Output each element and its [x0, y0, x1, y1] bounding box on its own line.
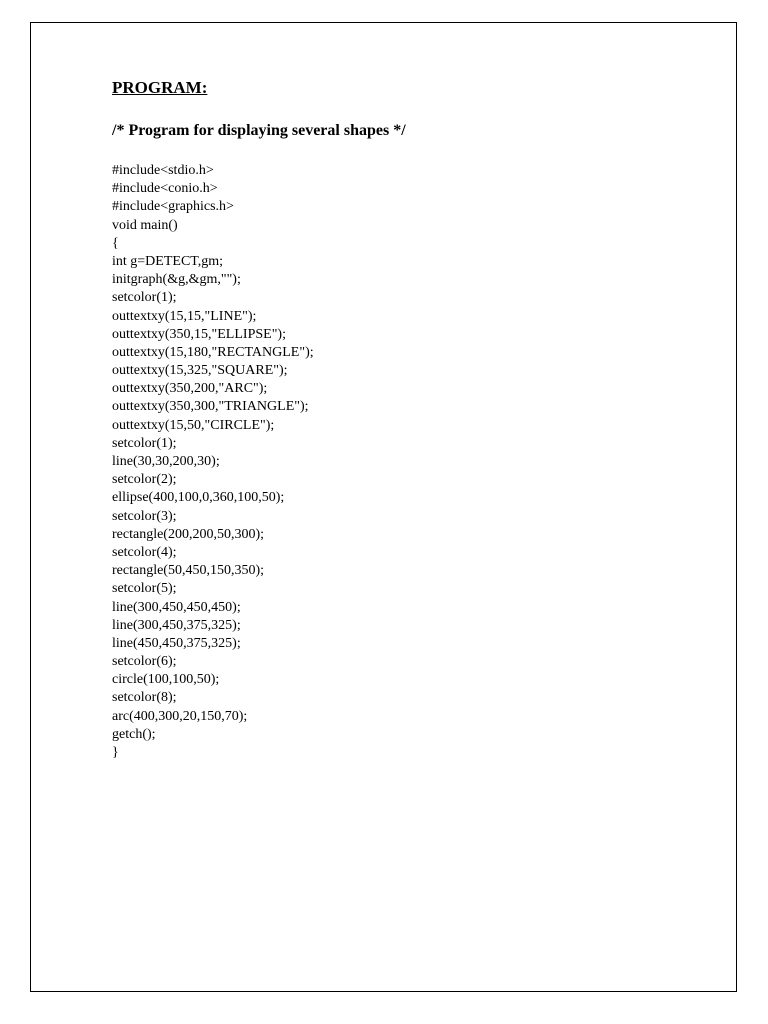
code-line: setcolor(1);	[112, 290, 177, 306]
code-line: setcolor(3);	[112, 508, 177, 524]
code-line: setcolor(1);	[112, 435, 177, 451]
code-line: {	[112, 235, 119, 251]
code-line: #include<graphics.h>	[112, 199, 234, 215]
code-line: ellipse(400,100,0,360,100,50);	[112, 490, 285, 506]
code-line: outtextxy(350,15,"ELLIPSE");	[112, 326, 286, 342]
code-line: line(300,450,375,325);	[112, 617, 241, 633]
code-line: outtextxy(350,200,"ARC");	[112, 381, 268, 397]
code-line: setcolor(5);	[112, 581, 177, 597]
code-line: line(30,30,200,30);	[112, 454, 220, 469]
code-line: outtextxy(15,15,"LINE");	[112, 308, 257, 324]
code-line: line(450,450,375,325);	[112, 635, 241, 651]
code-line: initgraph(&g,&gm,"");	[112, 272, 241, 288]
code-line: outtextxy(15,50,"CIRCLE");	[112, 417, 275, 433]
code-line: setcolor(8);	[112, 690, 177, 706]
code-line: int g=DETECT,gm;	[112, 253, 224, 269]
code-listing	[112, 162, 314, 762]
code-line: setcolor(6);	[112, 654, 177, 670]
code-line: }	[112, 745, 119, 760]
code-line: setcolor(4);	[112, 544, 177, 560]
code-line: circle(100,100,50);	[112, 672, 220, 688]
code-line: rectangle(50,450,150,350);	[112, 563, 265, 579]
code-line: void main()	[112, 217, 178, 233]
program-heading: PROGRAM:	[112, 78, 208, 97]
code-line: line(300,450,450,450);	[112, 599, 241, 615]
code-line: #include<conio.h>	[112, 181, 218, 197]
code-line: outtextxy(15,325,"SQUARE");	[112, 363, 288, 379]
code-line: rectangle(200,200,50,300);	[112, 526, 265, 542]
code-line: getch();	[112, 726, 156, 742]
code-line: outtextxy(350,300,"TRIANGLE");	[112, 399, 309, 415]
code-line: arc(400,300,20,150,70);	[112, 708, 248, 724]
code-line: outtextxy(15,180,"RECTANGLE");	[112, 344, 314, 360]
program-comment: /* Program for displaying several shapes */	[112, 122, 406, 139]
code-line: #include<stdio.h>	[112, 163, 214, 178]
code-line: setcolor(2);	[112, 472, 177, 488]
